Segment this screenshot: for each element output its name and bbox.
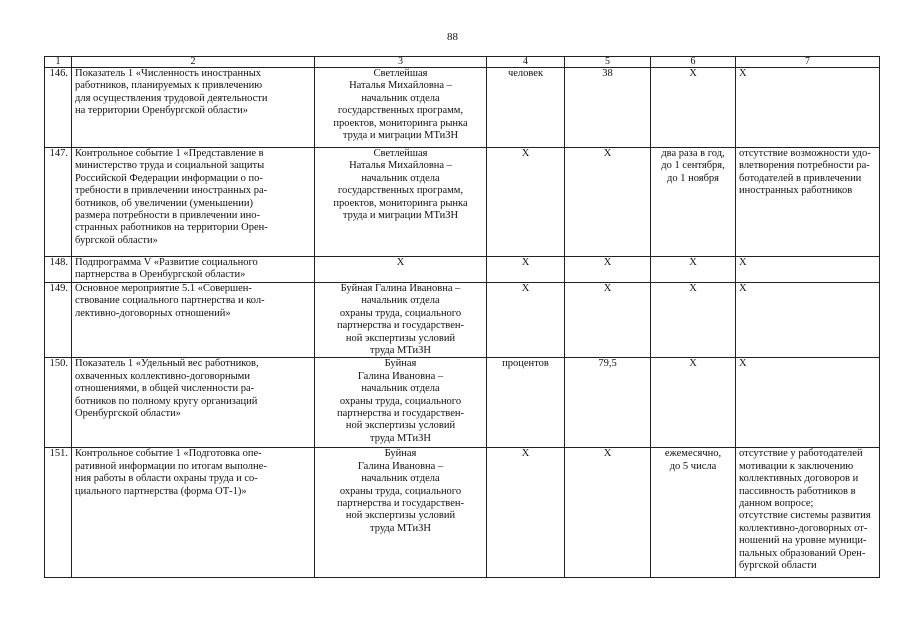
item-name-line: ративной информации по итогам выполне- bbox=[75, 460, 267, 472]
item-name-line: требности в привлечении иностранных ра- bbox=[75, 185, 268, 197]
risk-description-line: отсутствие у работодателей bbox=[739, 448, 863, 460]
responsible-person-line: начальник отдела bbox=[361, 172, 440, 184]
responsible-person-line: партнерства и государствен- bbox=[337, 408, 464, 420]
risk-description-line: Х bbox=[739, 68, 747, 79]
responsible-person-line: начальник отдела bbox=[361, 383, 440, 395]
deadline bbox=[651, 283, 736, 358]
responsible-person-line: Буйная Галина Ивановна – bbox=[340, 283, 461, 294]
deadline-line: Х bbox=[689, 68, 697, 79]
planned-value-line: Х bbox=[603, 148, 612, 159]
item-name-line: ботников, об увеличении (уменьшении) bbox=[75, 197, 254, 209]
item-name-line: работников, планируемых к привлечению bbox=[75, 80, 263, 92]
responsible-person-line: Наталья Михайловна – bbox=[349, 80, 452, 92]
unit-of-measure bbox=[487, 283, 565, 358]
responsible-person bbox=[315, 68, 487, 148]
responsible-person-line: партнерства и государствен- bbox=[337, 498, 464, 510]
deadline-line: два раза в год, bbox=[661, 148, 725, 159]
column-header: 6 bbox=[651, 57, 736, 68]
responsible-person-line: труда МТиЗН bbox=[370, 345, 431, 357]
unit-of-measure-line: Х bbox=[521, 448, 530, 460]
unit-of-measure-line: Х bbox=[521, 257, 530, 268]
item-name-line: бургской области» bbox=[75, 234, 158, 246]
responsible-person-line: Галина Ивановна – bbox=[357, 370, 444, 382]
responsible-person-line: труда МТиЗН bbox=[370, 432, 431, 444]
unit-of-measure bbox=[487, 257, 565, 283]
risk-description bbox=[736, 448, 880, 578]
deadline-line: до 1 сентября, bbox=[661, 160, 725, 172]
deadline bbox=[651, 148, 736, 257]
responsible-person-line: охраны труда, социального bbox=[339, 395, 462, 407]
risk-description-line: пальных образований Орен- bbox=[739, 547, 866, 559]
table-row bbox=[45, 448, 880, 578]
responsible-person-line: ной экспертизы условий bbox=[345, 332, 456, 344]
responsible-person-line: проектов, мониторинга рынка bbox=[333, 117, 468, 129]
item-name-line: ботников по полному кругу организаций bbox=[75, 395, 258, 407]
page-number: 88 bbox=[447, 31, 458, 43]
item-name-line: министерство труда и социальной защиты bbox=[75, 160, 265, 172]
responsible-person-line: Наталья Михайловна – bbox=[349, 160, 452, 172]
risk-description bbox=[736, 68, 880, 148]
table-row bbox=[45, 148, 880, 257]
item-name-line: циального партнерства (форма ОТ-1)» bbox=[75, 485, 247, 497]
risk-description bbox=[736, 283, 880, 358]
risk-description-line: иностранных работников bbox=[739, 185, 853, 197]
deadline bbox=[651, 448, 736, 578]
responsible-person-line: охраны труда, социального bbox=[339, 485, 462, 497]
column-header: 1 bbox=[45, 57, 72, 68]
deadline bbox=[651, 257, 736, 283]
item-name-line: Показатель 1 «Численность иностранных bbox=[75, 68, 261, 79]
item-name-line: Оренбургской области» bbox=[75, 408, 181, 420]
item-name-line: для осуществления трудовой деятельности bbox=[75, 92, 268, 104]
item-name-line: Основное мероприятие 5.1 «Совершен- bbox=[75, 283, 252, 294]
item-name-line: ствование социального партнерства и кол- bbox=[75, 295, 265, 307]
responsible-person-line: охраны труда, социального bbox=[339, 307, 462, 319]
deadline-line: Х bbox=[689, 283, 697, 294]
item-name-line: размера потребности в привлечении ино- bbox=[75, 210, 261, 222]
deadline bbox=[651, 68, 736, 148]
responsible-person-line: Галина Ивановна – bbox=[357, 460, 444, 472]
planned-value bbox=[565, 68, 651, 148]
item-name-line: Контрольное событие 1 «Подготовка опе- bbox=[75, 448, 262, 460]
unit-of-measure bbox=[487, 448, 565, 578]
item-name-line: ния работы в области охраны труда и со- bbox=[75, 473, 258, 485]
responsible-person-line: государственных программ, bbox=[337, 105, 464, 117]
risk-description-line: мотивации к заключению bbox=[739, 460, 854, 472]
column-header: 2 bbox=[72, 57, 315, 68]
responsible-person bbox=[315, 257, 487, 283]
header-row bbox=[45, 57, 880, 68]
risk-description-line: отсутствие возможности удо- bbox=[739, 148, 871, 159]
item-name bbox=[72, 448, 315, 578]
risk-description-line: влетворения потребности ра- bbox=[739, 160, 870, 172]
row-number: 148. bbox=[45, 257, 72, 283]
deadline-line: до 5 числа bbox=[669, 460, 717, 472]
responsible-person bbox=[315, 283, 487, 358]
column-header: 3 bbox=[315, 57, 487, 68]
unit-of-measure bbox=[487, 148, 565, 257]
item-name bbox=[72, 257, 315, 283]
risk-description-line: данном вопросе; bbox=[739, 498, 814, 510]
table-body bbox=[45, 68, 880, 578]
item-name bbox=[72, 148, 315, 257]
planned-value bbox=[565, 448, 651, 578]
responsible-person-line: партнерства и государствен- bbox=[337, 320, 464, 332]
risk-description-line: Х bbox=[739, 257, 747, 268]
program-table bbox=[44, 56, 880, 578]
row-number: 149. bbox=[45, 283, 72, 358]
row-number: 150. bbox=[45, 358, 72, 448]
risk-description bbox=[736, 257, 880, 283]
responsible-person-line: Светлейшая bbox=[373, 148, 428, 159]
item-name bbox=[72, 283, 315, 358]
responsible-person-line: начальник отдела bbox=[361, 473, 440, 485]
item-name-line: Показатель 1 «Удельный вес работников, bbox=[75, 358, 259, 370]
deadline-line: до 1 ноября bbox=[666, 172, 719, 184]
responsible-person bbox=[315, 358, 487, 448]
planned-value bbox=[565, 257, 651, 283]
table-row bbox=[45, 68, 880, 148]
risk-description-line: пассивность работников в bbox=[739, 485, 856, 497]
unit-of-measure-line: Х bbox=[521, 283, 530, 294]
risk-description-line: ношений на уровне муници- bbox=[739, 535, 867, 547]
item-name bbox=[72, 358, 315, 448]
planned-value-line: Х bbox=[603, 257, 612, 268]
planned-value-line: Х bbox=[603, 283, 612, 294]
responsible-person-line: начальник отдела bbox=[361, 295, 440, 307]
risk-description-line: коллективных договоров и bbox=[739, 473, 859, 485]
responsible-person-line: ной экспертизы условий bbox=[345, 420, 456, 432]
table-row bbox=[45, 257, 880, 283]
row-number: 146. bbox=[45, 68, 72, 148]
item-name-line: партнерства в Оренбургской области» bbox=[75, 269, 246, 281]
item-name-line: на территории Оренбургской области» bbox=[75, 105, 249, 117]
unit-of-measure bbox=[487, 358, 565, 448]
responsible-person-line: ной экспертизы условий bbox=[345, 510, 456, 522]
responsible-person-line: Буйная bbox=[384, 358, 417, 370]
responsible-person-line: государственных программ, bbox=[337, 185, 464, 197]
planned-value bbox=[565, 283, 651, 358]
table-row bbox=[45, 283, 880, 358]
unit-of-measure-line: процентов bbox=[502, 358, 549, 370]
risk-description-line: Х bbox=[739, 358, 747, 370]
item-name-line: отношениями, в общей численности ра- bbox=[75, 383, 255, 395]
responsible-person bbox=[315, 448, 487, 578]
row-number: 151. bbox=[45, 448, 72, 578]
deadline bbox=[651, 358, 736, 448]
responsible-person-line: труда и миграции МТиЗН bbox=[342, 210, 459, 222]
responsible-person-line: проектов, мониторинга рынка bbox=[333, 197, 468, 209]
risk-description-line: ботодателей в привлечении bbox=[739, 172, 862, 184]
risk-description bbox=[736, 358, 880, 448]
responsible-person-line: начальник отдела bbox=[361, 92, 440, 104]
deadline-line: Х bbox=[689, 257, 697, 268]
unit-of-measure-line: человек bbox=[507, 68, 544, 79]
responsible-person-line: Буйная bbox=[384, 448, 417, 460]
item-name-line: охваченных коллективно-договорными bbox=[75, 370, 250, 382]
responsible-person-line: Светлейшая bbox=[373, 68, 428, 79]
risk-description bbox=[736, 148, 880, 257]
column-header: 7 bbox=[736, 57, 880, 68]
table-row bbox=[45, 358, 880, 448]
item-name bbox=[72, 68, 315, 148]
risk-description-line: бургской области bbox=[739, 560, 817, 572]
risk-description-line: отсутствие системы развития bbox=[739, 510, 871, 522]
column-header: 4 bbox=[487, 57, 565, 68]
risk-description-line: коллективно-договорных от- bbox=[739, 522, 868, 534]
unit-of-measure bbox=[487, 68, 565, 148]
item-name-line: Контрольное событие 1 «Представление в bbox=[75, 148, 264, 159]
risk-description-line: Х bbox=[739, 283, 747, 294]
responsible-person-line: труда и миграции МТиЗН bbox=[342, 130, 459, 142]
deadline-line: ежемесячно, bbox=[664, 448, 722, 460]
item-name-line: странных работников на территории Орен- bbox=[75, 222, 268, 234]
planned-value-line: 38 bbox=[602, 68, 613, 79]
responsible-person-line: Х bbox=[396, 257, 405, 268]
item-name-line: Подпрограмма V «Развитие социального bbox=[75, 257, 258, 268]
item-name-line: лективно-договорных отношений» bbox=[75, 307, 231, 319]
unit-of-measure-line: Х bbox=[521, 148, 530, 159]
item-name-line: Российской Федерации информации о по- bbox=[75, 172, 263, 184]
row-number: 147. bbox=[45, 148, 72, 257]
responsible-person-line: труда МТиЗН bbox=[370, 522, 431, 534]
planned-value bbox=[565, 148, 651, 257]
responsible-person bbox=[315, 148, 487, 257]
planned-value bbox=[565, 358, 651, 448]
column-header: 5 bbox=[565, 57, 651, 68]
deadline-line: Х bbox=[689, 358, 697, 370]
planned-value-line: 79,5 bbox=[598, 358, 617, 370]
planned-value-line: Х bbox=[603, 448, 612, 460]
